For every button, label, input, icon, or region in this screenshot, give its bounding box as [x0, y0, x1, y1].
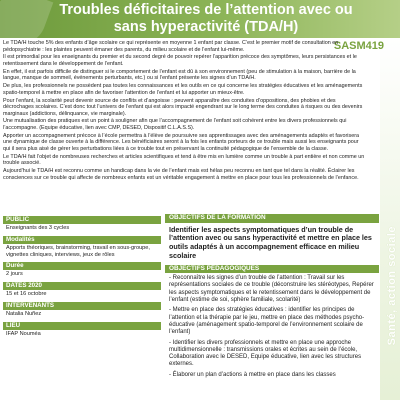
intro-text — [3, 40, 365, 183]
public-value — [3, 224, 161, 234]
modalites-line: Apports théoriques, brainstorming, travail en sous-groupe, vignettes cliniques, interviews, jeux de rôles — [6, 244, 150, 258]
lieu-heading: LIEU — [3, 322, 161, 330]
intro-paragraph: Aujourd’hui le TDA/H est reconnu comme un handicap dans la vie de l’enfant mais est hélas peu reconnu en tant que tel dans la réalité. Éclairer les consciences sur ce trouble qui affecte de nombreux enfants est un véritable engagement à mettre en place pour tous les professionnels de l’enfance. — [3, 168, 359, 181]
pedagogical-item: - Mettre en place des stratégies éducatives : identifier les principes de l’attention et la thérapie par le jeu, mettre en place des méthodes psycho-éducative (aménagement spatio-temporel de l’environnement scolaire de l’enfant) — [169, 307, 365, 336]
intro-paragraph: Il est primordial pour les enseignants du premier et du second degré de pouvoir repérer l’apparition précoce des symptômes, leurs persistances et le retentissement dans le développement de l’enfant. — [3, 54, 357, 67]
modalites-heading: Modalités — [3, 236, 161, 244]
lieu-line: IFAP Nouméa — [6, 330, 41, 337]
pedagogical-heading: OBJECTIFS PÉDAGOGIQUES — [165, 265, 379, 274]
intro-paragraph: Une mutualisation des pratiques est un point à souligner afin que l’accompagnement de l’enfant soit cohérent entre les divers professionnels qui l’accompagne. (Equipe éducative, lien avec CMP, DESED, Dispositif C.L.A.S.S). — [3, 118, 347, 131]
pedagogical-list — [165, 273, 379, 379]
intro-paragraph: Apporter un accompagnement précoce à l’école permettra à l’élève de poursuivre ses apprentissages avec des aménagements adaptés et favorisera une dynamique de classe ouverte à la différence. Les bénéficiaires seront à la fois les enfants porteurs de ce trouble mais aussi les enseignants pour qui il sera plus aisé de gérer les perturbations liées à ce trouble tout en préservant la continuité pédagogique de l’ensemble de la classe. — [3, 132, 359, 152]
intervenants-heading: INTERVENANTS — [3, 302, 161, 310]
intro-paragraph: Le TDA/H fait l’objet de nombreuses recherches et articles scientifiques et tend à être mis en lumière comme un trouble à part entière et non comme un trouble associé. — [3, 153, 365, 167]
intro-paragraph: En effet, il est parfois difficile de distinguer si le comportement de l’enfant est dû à son environnement (peu de stimulation à la maison, barrière de la langue, manque de sommeil, événements perturbants, etc.) ou si l’enfant présente les signes d’un TDA/H. — [3, 68, 356, 82]
objectives-heading: OBJECTIFS DE LA FORMATION — [165, 214, 379, 223]
page-title: Troubles déficitaires de l’attention avec ou sans hyperactivité (TDA/H) — [59, 2, 353, 35]
header-banner — [0, 0, 400, 38]
public-heading: PUBLIC — [3, 216, 161, 224]
intervenants-line: Natalia Nuñez — [6, 310, 42, 317]
pedagogical-item: - Reconnaître les signes d’un trouble de l’attention : Travail sur les représentations sociales de ce trouble (déconstruire les stéréotypes, Repérer les aspects symptomatiques et le retentissement dans le développement de l’enfant (estime de soi, sphère familiale, scolarité) — [169, 275, 374, 304]
objectives-column — [165, 214, 379, 382]
pedagogical-item: - Élaborer un plan d’actions à mettre en place dans les classes — [169, 371, 336, 378]
dates-line: 15 et 16 octobre — [6, 291, 47, 298]
side-label: Santé, action sociale — [386, 226, 398, 346]
duree-line: 2 jours — [6, 271, 23, 278]
objectives-text: Identifier les aspects symptomatiques d’un trouble de l’attention avec ou sans hyperactivité et mettre en place les outils adaptés à un accompagnement efficace en milieu scolaire — [169, 224, 372, 260]
intro-paragraph: Pour l’enfant, la scolarité peut devenir source de conflits et d’angoisse : peuvent apparaître des conduites d’oppositions, des phobies et des décrochages scolaires. C’est donc tout l’univers de l’enfant qui est alors impacté engendrant sur le long terme des conduites à risques ou des devenirs marginaux (addictions, délinquance, vie marginale). — [3, 97, 363, 117]
dates-value — [3, 290, 161, 300]
course-code: SASM419 — [333, 40, 384, 52]
modalites-value — [3, 244, 161, 261]
public-line: Enseignants des 3 cycles — [6, 225, 70, 231]
intro-paragraph: Le TDA/H touche 5% des enfants d’âge scolaire ce qui représente en moyenne 1 enfant par classe. C’est le premier motif de consultation en pédopsychiatrie : les plaintes peuvent émaner des parents, du milieu scolaire et de l’enfant lui-même. — [3, 40, 339, 53]
duree-heading: Durée — [3, 262, 161, 270]
lieu-value — [3, 330, 161, 340]
duree-value — [3, 270, 161, 280]
intervenants-value — [3, 310, 161, 320]
side-band — [380, 38, 400, 400]
dates-heading: DATES 2020 — [3, 282, 161, 290]
intro-paragraph: De plus, les professionnels ne possèdent pas toutes les connaissances et les outils en ce qui concerne les stratégies éducatives et les aménagements spatio-temporel à mettre en place afin de favoriser l’attention de l’enfant et lui apporter un mieux-être. — [3, 83, 363, 96]
info-sidebar — [3, 214, 161, 340]
pedagogical-item: - Identifier les divers professionnels et mettre en place une approche multidimensionnelle : transmissions orales et écrites au sein de l’école, Collaboration avec le DESED, Equipe éducative, lien avec les structures externes. — [169, 339, 362, 368]
